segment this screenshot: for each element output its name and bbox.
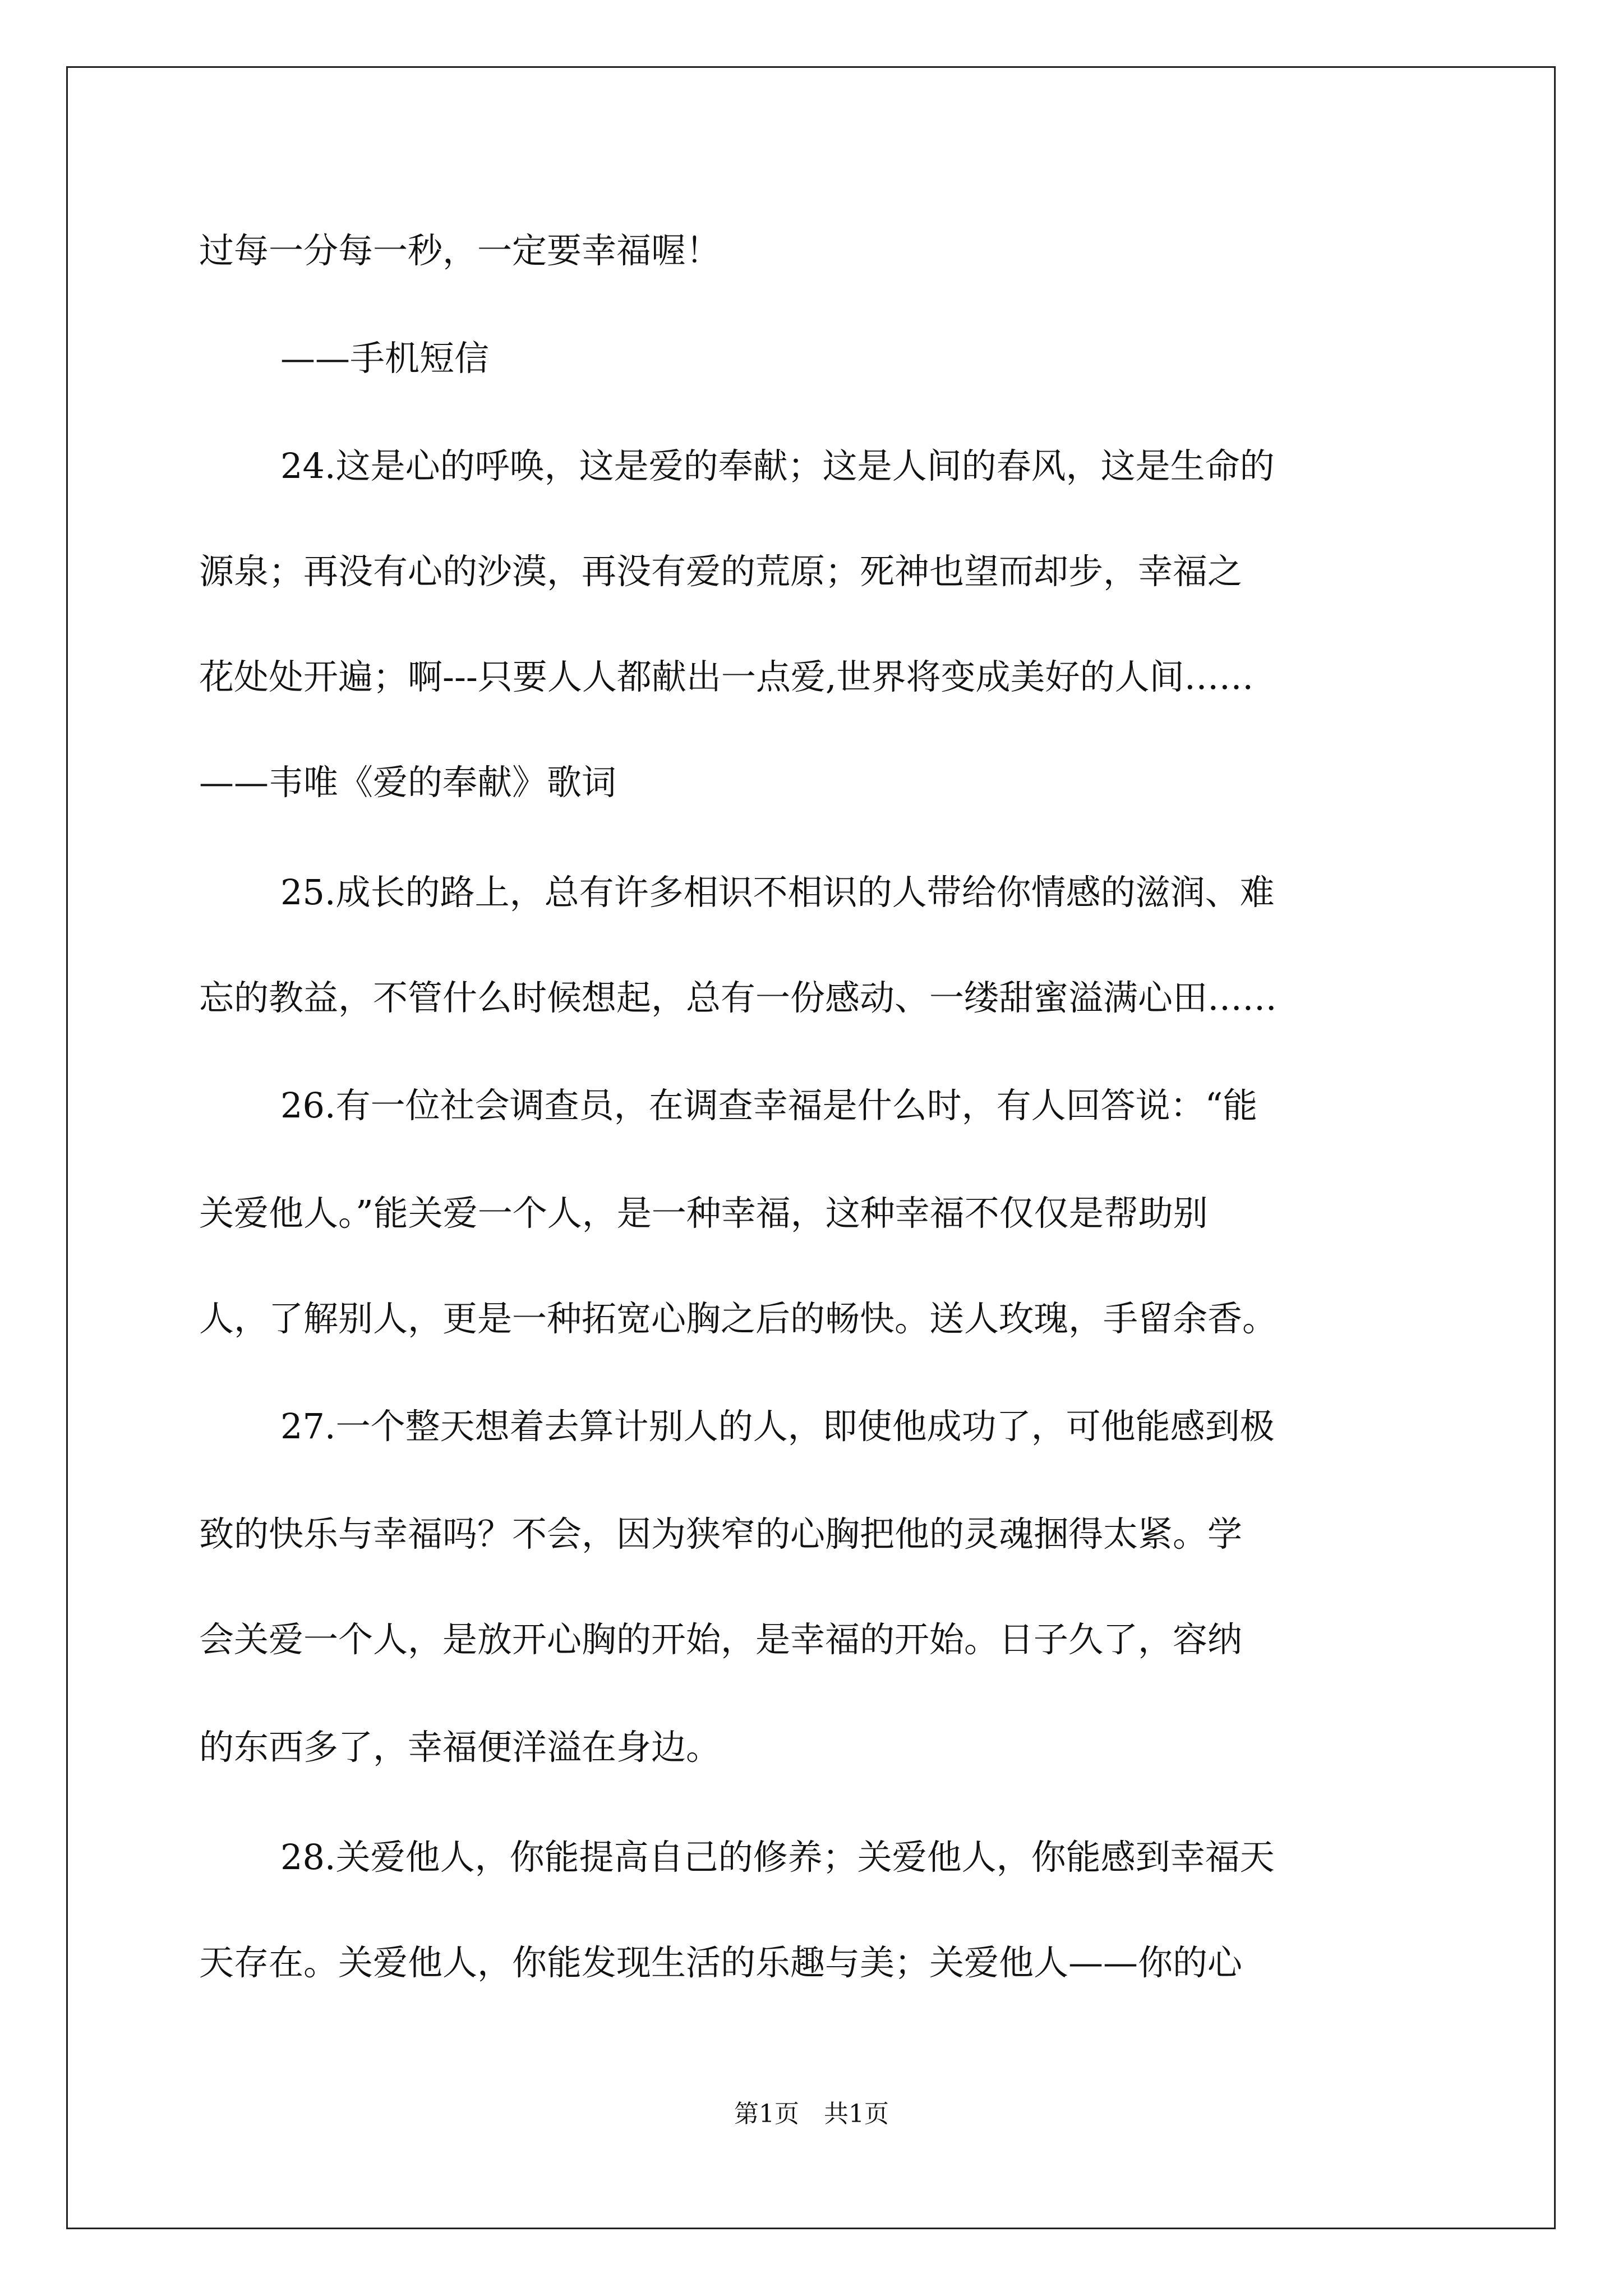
text-line: 致的快乐与幸福吗？不会，因为狭窄的心胸把他的灵魂捆得太紧。学 <box>199 1513 1243 1554</box>
page-footer <box>0 2102 1623 2127</box>
text-line: 人，了解别人，更是一种拓宽心胸之后的畅快。送人玫瑰，手留余香。 <box>199 1298 1278 1339</box>
text-line: 25.成长的路上，总有许多相识不相识的人带给你情感的滋润、难 <box>280 872 1275 913</box>
text-line: 26.有一位社会调查员，在调查幸福是什么时，有人回答说：“能 <box>280 1085 1258 1126</box>
text-line: 过每一分每一秒，一定要幸福喔！ <box>199 230 721 271</box>
text-line: 的东西多了，幸福便洋溢在身边。 <box>199 1727 721 1768</box>
text-line: 28.关爱他人，你能提高自己的修养；关爱他人，你能感到幸福天 <box>280 1837 1275 1878</box>
page-number: 第1页 <box>734 2100 799 2128</box>
text-line: 关爱他人。”能关爱一个人，是一种幸福，这种幸福不仅仅是帮助别 <box>199 1193 1208 1234</box>
text-line: 源泉；再没有心的沙漠，再没有爱的荒原；死神也望而却步，幸福之 <box>199 551 1243 592</box>
text-line: 花处处开遍；啊---只要人人都献出一点爱,世界将变成美好的人间…… <box>199 656 1254 697</box>
text-line: 24.这是心的呼唤，这是爱的奉献；这是人间的春风，这是生命的 <box>280 445 1275 486</box>
page-border <box>66 66 1556 2229</box>
text-line: 天存在。关爱他人，你能发现生活的乐趣与美；关爱他人——你的心 <box>199 1942 1243 1983</box>
text-line: ——手机短信 <box>280 338 490 379</box>
page-total: 共1页 <box>824 2100 889 2128</box>
text-line: 27.一个整天想着去算计别人的人，即使他成功了，可他能感到极 <box>280 1406 1275 1447</box>
text-line: 忘的教益，不管什么时候想起，总有一份感动、一缕甜蜜溢满心田…… <box>199 977 1278 1018</box>
text-line: 会关爱一个人，是放开心胸的开始，是幸福的开始。日子久了，容纳 <box>199 1619 1243 1660</box>
text-line: ——韦唯《爱的奉献》歌词 <box>199 762 617 803</box>
